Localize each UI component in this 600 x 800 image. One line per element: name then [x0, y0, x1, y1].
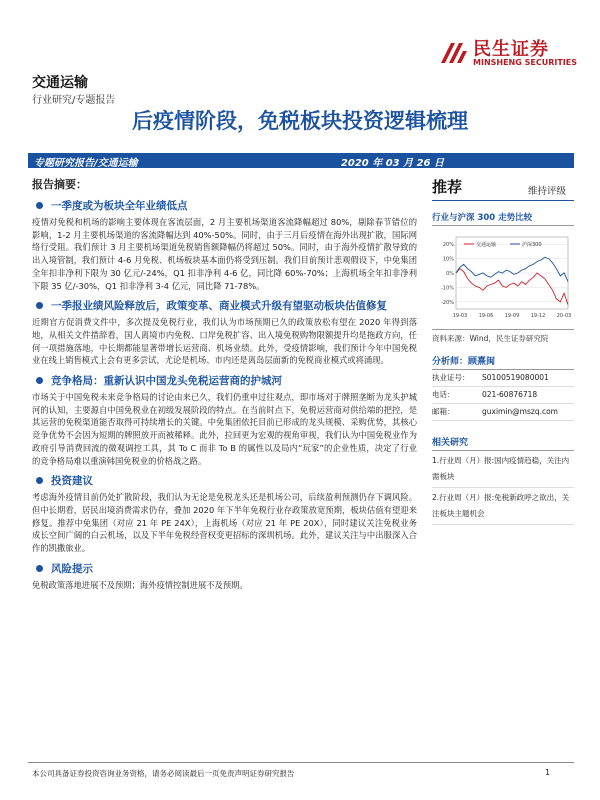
related-research-item[interactable]: 2.行业周（月）报:免税新政呼之欲出，关注板块主题机会	[432, 488, 574, 525]
abstract-column	[32, 176, 417, 597]
industry-section: 交通运输	[32, 75, 88, 91]
section-paragraph: 近期官方促消费文件中，多次提及免税行业，我们认为市场预期已久的政策放松有望在 2020 年得到落地，从相关文件措辞看，国人离境市内免税、口岸免税扩容、出入境免税购物限额提升均是拖政方向，任何一项措施落地，中长期都能显著带增长运营商、机场业绩。此外，受疫情影响，我们预计今年中国免税业在线上销售模式上会有更多尝试，尤论是机场、市内还是离岛层面新的免税商业模式或将涌现。	[32, 317, 417, 366]
chart-title: 行业与沪深 300 走势比较	[432, 211, 574, 226]
footer-disclaimer: 本公司具备证券投资咨询业务资格，请务必阅读最后一页免责声明证券研究报告	[32, 769, 295, 778]
minsheng-logo-icon	[437, 37, 469, 69]
analyst-row	[432, 370, 574, 387]
footer-divider	[28, 762, 574, 763]
info-value[interactable]: guximin@mszq.com	[482, 407, 558, 416]
section-heading	[36, 561, 417, 576]
section-paragraph: 免税政策落地进展不及预期；海外疫情控制进展不及预期。	[32, 579, 248, 590]
report-type: 行业研究/专题报告	[32, 95, 116, 106]
x-tick-label: 19-06	[478, 313, 494, 319]
series-line	[456, 257, 568, 281]
rating-sub: 维持评级	[527, 186, 566, 197]
bullet-icon	[36, 302, 43, 309]
rating-main: 推荐	[432, 178, 463, 196]
x-tick-label: 20-03	[556, 313, 572, 319]
section-paragraph: 市场关于中国免税未来竞争格局的讨论由来已久，我们仍重申过往观点，即市场对于牌照垄断为龙头护城河的认知，主要源自中国免税业在初级发展阶段的特点。在当前时点下，免税运营商对供给端的把控，是其运营的免税渠道能否取得可持续增长的关键。中免集团依托目前已形成的龙头规模、采购优势，其核心竞争优势不会因为短期的牌照放开而被稀释。此外，拉回更为宏观的视角审视，我们认为中国免税业作为政府引导消费回流的微观调控工具，其 To C 而非 To B 的属性以及局内“玩家”的企业性质，决定了行业的竞争格局难以重演韩国免税业的价格战之路。	[32, 392, 417, 466]
sidebar-column	[432, 176, 574, 525]
section-heading	[36, 373, 417, 388]
section-heading	[36, 198, 417, 213]
trend-chart-svg	[432, 229, 574, 325]
trend-chart	[432, 229, 574, 325]
rating-box	[432, 176, 574, 201]
bullet-icon	[36, 565, 43, 572]
info-label: 执业证号：	[432, 373, 470, 382]
info-value: 021-60876718	[482, 390, 538, 399]
bullet-icon	[36, 477, 43, 484]
bullet-icon	[36, 202, 43, 209]
report-title: 后疫情阶段，免税板块投资逻辑梳理	[132, 109, 468, 133]
related-research-title: 相关研究	[432, 435, 574, 451]
x-tick-label: 19-12	[530, 313, 546, 319]
x-tick-label: 19-03	[452, 313, 468, 319]
section-heading	[36, 473, 417, 488]
page-number: 1	[545, 768, 551, 777]
y-tick-label: 0%	[446, 271, 454, 277]
info-label: 电话：	[432, 390, 455, 399]
section-heading	[36, 298, 417, 313]
section-paragraph: 考虑海外疫情目前仍处扩散阶段，我们认为无论是免税龙头还是机场公司，后续盈利预测仍存下调风险。但中长期看，居民出境消费需求仍存，叠加 2020 年下半年免税行业存政策放宽预期，板块估值有望迎来修复。推荐中免集团（对应 21 年 PE 24X），上海机场（对应 21 年 PE 20X），同时建议关注免税业务成长空间广阔的白云机场，以及下半年免税经营权变更招标的深圳机场。此外，建议关注与中出服深入合作的凯撒旅业。	[32, 492, 417, 554]
related-research-item[interactable]: 1.行业周（月）报:国内疫情趋稳，关注内需板块	[432, 451, 574, 488]
legend-label: 沪深300	[522, 242, 542, 248]
x-tick-label: 19-09	[504, 313, 520, 319]
analyst-row	[432, 404, 574, 421]
chart-source: 资料来源：Wind，民生证券研究院	[432, 329, 574, 344]
logo-english-name: MINSHENG SECURITIES	[473, 58, 577, 67]
series-line	[456, 269, 568, 305]
analyst-title: 分析师：顾熹闽	[432, 354, 574, 370]
y-tick-label: 20%	[442, 242, 454, 249]
report-category: 专题研究报告/交通运输	[34, 158, 138, 169]
section-paragraph: 疫情对免税和机场的影响主要体现在客流层面，2 月主要机场渠道客流降幅超过 80%，剔除春节错位的影响，1-2 月主要机场渠道的客流降幅达到 40%-50%。同时，由于三月后疫情在海外出现扩散，国际网络行受阻。我们预计 3 月主要机场渠道免税销售额降幅仍将超过 50%。同时，由于海外疫情扩散导致的出入境管制，我们预计 4-6 月免税、机场板块基本面仍将受到压制。我们目前预计悲观假设下，中免集团全年扣非净利下限为 30 亿元/-24%，Q1 扣非净利 4-6 亿，同比降 60%-70%；上海机场全年扣非净利下限 35 亿/-30%，Q1 扣非净利 3-4 亿元，同比降 71-78%。	[32, 217, 417, 291]
y-tick-label: -20%	[441, 299, 454, 306]
logo-chinese-name: 民生证券	[473, 39, 549, 60]
section-heading-text: 竞争格局：重新认识中国龙头免税运营商的护城河	[51, 375, 282, 388]
y-tick-label: -10%	[441, 285, 454, 292]
abstract-label: 报告摘要：	[32, 178, 87, 191]
info-value: S0100519080001	[482, 373, 549, 382]
bullet-icon	[36, 377, 43, 384]
info-label: 邮箱：	[432, 407, 455, 416]
report-date: 2020 年 03 月 26 日	[340, 158, 444, 169]
section-heading-text: 一季度或为板块全年业绩低点	[51, 200, 188, 212]
analyst-row	[432, 387, 574, 404]
report-info-bar	[28, 153, 574, 168]
y-tick-label: 10%	[442, 256, 454, 263]
section-heading-text: 一季报业绩风险释放后，政策变革、商业模式升级有望驱动板块估值修复	[51, 300, 387, 313]
section-heading-text: 风险提示	[51, 562, 93, 575]
section-heading-text: 投资建议	[51, 475, 93, 488]
legend-label: 交通运输	[476, 242, 497, 248]
company-logo	[437, 35, 577, 71]
